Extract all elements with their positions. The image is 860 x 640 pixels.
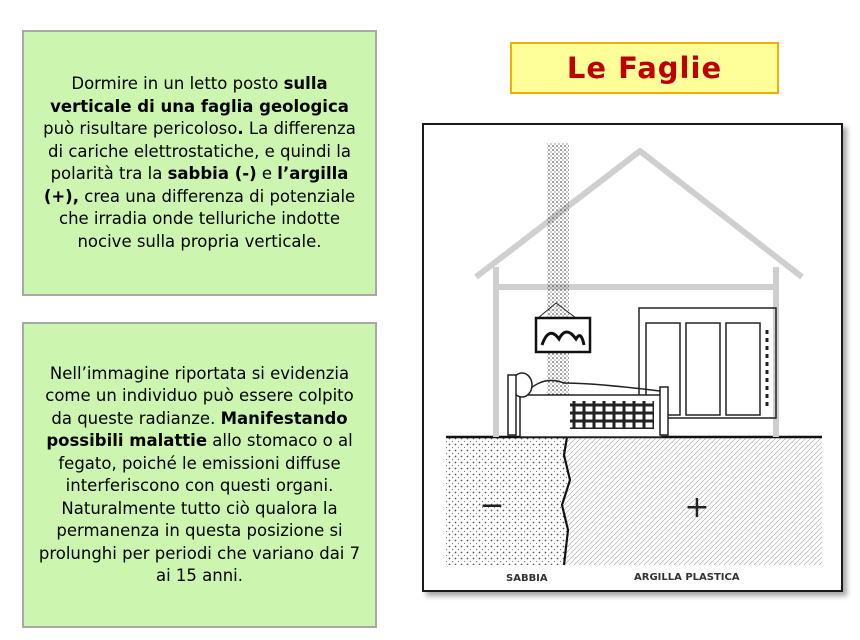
intro-paragraph [40,73,359,253]
intro-text-4: e [256,164,278,183]
intro-bold-fault: sulla verticale di una faglia geologica [50,74,349,116]
intro-text-5: crea una differenza di potenziale che irradia onde telluriche indotte nocive sulla propria verticale. [59,186,356,251]
fault-illustration [422,123,843,592]
page-title: Le Faglie [566,51,723,85]
clay-label: ARGILLA PLASTICA [634,572,740,583]
sand-label: SABBIA [506,573,548,584]
intro-text-3: La differenza di cariche elettrostatiche, e quindi la polarità tra la [48,119,356,183]
text-panel-effects [22,322,377,628]
telluric-radiation-column [547,143,569,437]
intro-bold-sand: sabbia (-) [167,164,257,183]
text-panel-intro [22,30,377,296]
effects-text-2: allo stomaco o al fegato, poiché le emissioni diffuse interferiscono con questi organi. Naturalmente tutto ciò qualora la permanenza in questa posizione si prolunghi per periodi che variano dai 7 ai 15 anni. [38,431,361,585]
intro-bold-clay: l’argilla (+), [43,164,349,206]
effects-bold-diseases: Manifestando possibili malattie [46,408,348,450]
effects-text-1: Nell’immagine riportata si evidenzia come un individuo può essere colpito da queste radianze. [45,363,354,428]
sand-negative-sign: − [479,488,505,523]
clay-positive-sign: + [684,490,710,525]
house-on-fault-drawing [424,125,841,590]
effects-paragraph [34,363,365,588]
bed-with-sleeper [508,373,668,437]
intro-text-1: Dormire in un letto posto [71,74,284,93]
title-box [510,42,779,94]
intro-text-2: può risultare pericoloso [43,119,238,138]
sand-ground [446,437,570,565]
intro-bold-period: . [237,119,244,138]
